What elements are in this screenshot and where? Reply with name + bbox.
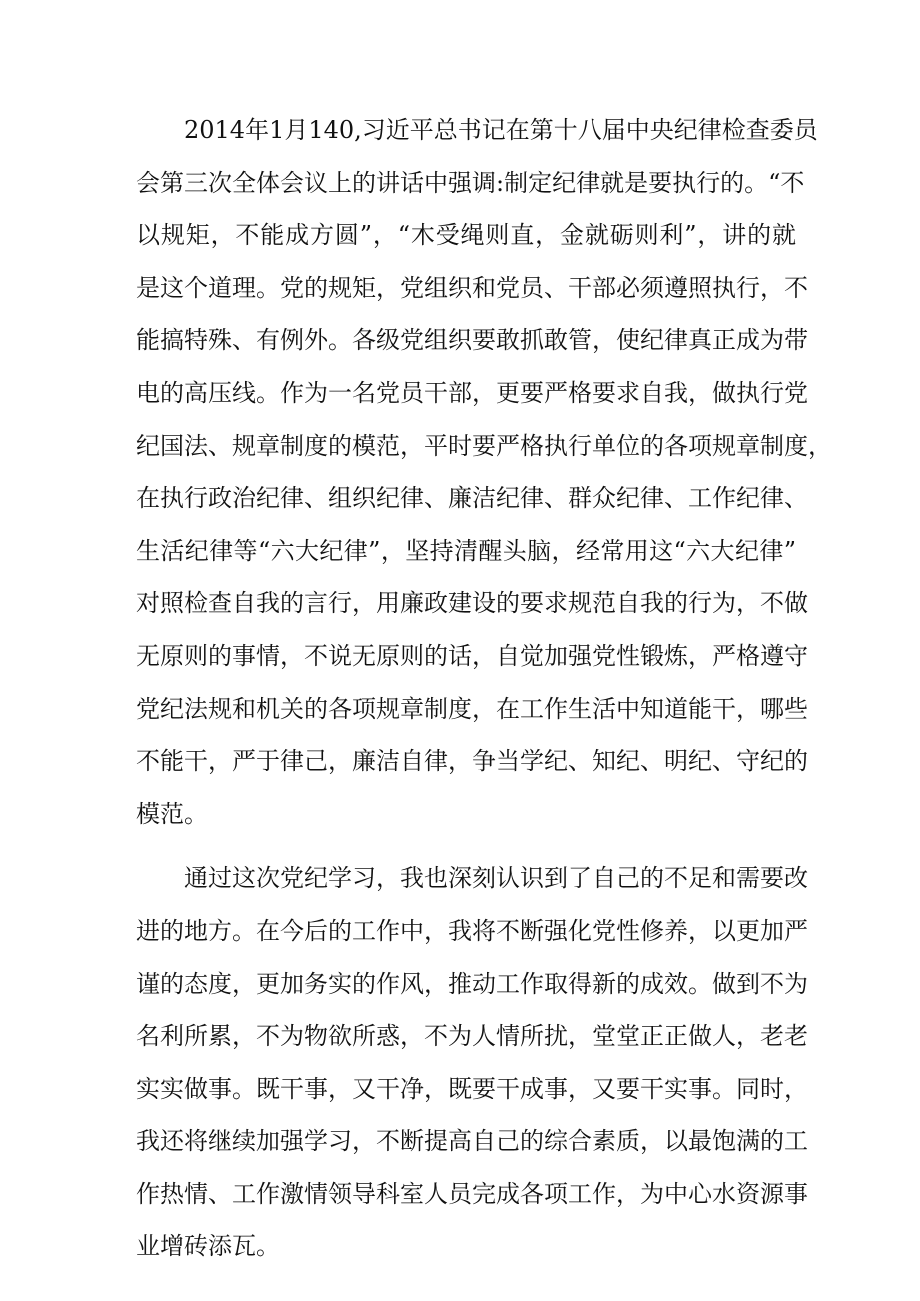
paragraph-line: 作热情、工作激情领导科室人员完成各项工作，为中心水资源事 — [136, 1179, 808, 1208]
paragraph-line: 通过这次党纪学习，我也深刻认识到了自己的不足和需要改 — [184, 864, 808, 893]
paragraph-line: 纪国法、规章制度的模范，平时要严格执行单位的各项规章制度， — [136, 431, 832, 460]
paragraph-line: 在执行政治纪律、组织纪律、廉洁纪律、群众纪律、工作纪律、 — [136, 484, 808, 513]
paragraph-line: 进的地方。在今后的工作中，我将不断强化党性修养，以更加严 — [136, 916, 808, 945]
paragraph-line: 业增砖添瓦。 — [136, 1232, 280, 1261]
paragraph-line: 是这个道理。党的规矩，党组织和党员、干部必须遵照执行，不 — [136, 273, 808, 302]
paragraph-line: 党纪法规和机关的各项规章制度，在工作生活中知道能干，哪些 — [136, 694, 808, 723]
paragraph-line: 我还将继续加强学习，不断提高自己的综合素质，以最饱满的工 — [136, 1127, 808, 1156]
paragraph-line: 不能干，严于律己，廉洁自律，争当学纪、知纪、明纪、守纪的 — [136, 747, 808, 776]
paragraph-line: 2014年1月140,习近平总书记在第十八届中央纪律检查委员 — [184, 116, 818, 144]
paragraph-line: 电的高压线。作为一名党员干部，更要严格要求自我，做执行党 — [136, 378, 808, 407]
paragraph-line: 能搞特殊、有例外。各级党组织要敢抓敢管，使纪律真正成为带 — [136, 326, 808, 355]
paragraph-line: 模范。 — [136, 799, 208, 828]
paragraph-2 — [136, 852, 808, 1273]
paragraph-line: 生活纪律等“六大纪律”，坚持清醒头脑，经常用这“六大纪律” — [136, 536, 796, 565]
paragraph-line: 对照检查自我的言行，用廉政建设的要求规范自我的行为，不做 — [136, 589, 808, 618]
paragraph-spacer — [136, 840, 796, 852]
document-body — [136, 104, 832, 1273]
paragraph-line: 谨的态度，更加务实的作风，推动工作取得新的成效。做到不为 — [136, 969, 808, 998]
paragraph-line: 会第三次全体会议上的讲话中强调:制定纪律就是要执行的。“不 — [136, 168, 805, 197]
paragraph-line: 以规矩，不能成方圆”，“木受绳则直，金就砺则利”，讲的就 — [136, 221, 796, 250]
paragraph-line: 名利所累，不为物欲所惑，不为人情所扰，堂堂正正做人，老老 — [136, 1022, 808, 1051]
paragraph-line: 实实做事。既干事，又干净，既要干成事，又要干实事。同时， — [136, 1074, 808, 1103]
paragraph-line: 无原则的事情，不说无原则的话，自觉加强党性锻炼，严格遵守 — [136, 641, 808, 670]
paragraph-1 — [136, 104, 832, 840]
